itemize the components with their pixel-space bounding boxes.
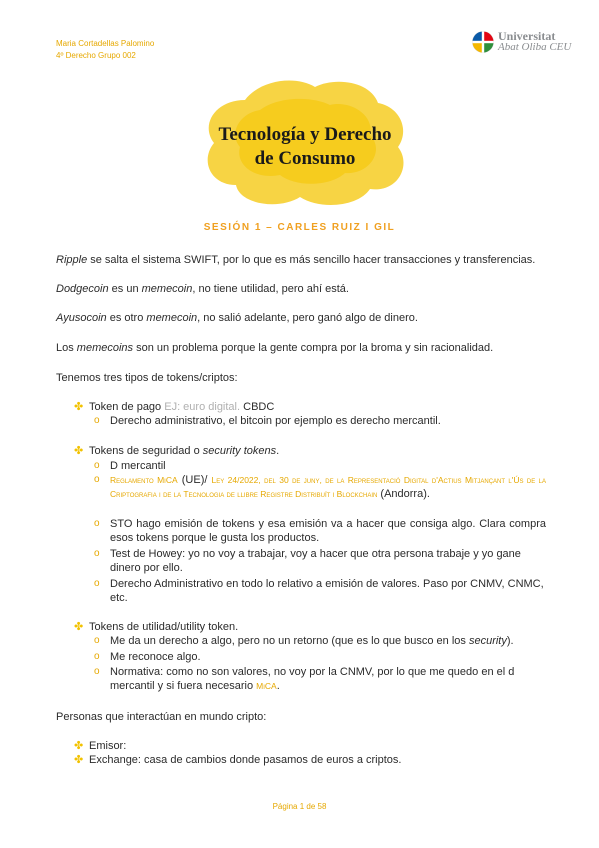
- utilidad-sub1-pre: Me da un derecho a algo, pero no un retorno (que es lo que busco en los: [110, 635, 469, 647]
- sub-item-utilidad-3: [94, 665, 546, 693]
- paragraph-ripple: [56, 253, 535, 267]
- ayuso-text: , no salió adelante, pero ganó algo de dinero.: [197, 312, 418, 324]
- university-name-line2: Abat Oliba CEU: [498, 41, 572, 53]
- list-item-emisor: [74, 739, 126, 753]
- exchange-label: Exchange: casa de cambios donde pasamos de euros a criptos.: [89, 754, 402, 766]
- sub-item-text: Test de Howey: yo no voy a trabajar, voy a hacer que otra persona trabaje y yo gane dinero por ello.: [110, 548, 521, 574]
- token-seguridad-post: .: [276, 445, 280, 457]
- token-pago-example: EJ: euro digital.: [164, 401, 241, 413]
- circle-bullet-icon: o: [94, 635, 100, 646]
- sub-item-text: Derecho administrativo, el bitcoin por ejemplo es derecho mercantil.: [110, 415, 441, 427]
- title-line2: de Consumo: [254, 148, 356, 169]
- page-footer: Página 1 de 58: [272, 802, 327, 811]
- term-memecoin: memecoin: [141, 283, 193, 295]
- star-bullet-icon: ✤: [74, 740, 84, 752]
- paragraph-types: Tenemos tres tipos de tokens/criptos:: [56, 372, 238, 384]
- circle-bullet-icon: o: [94, 518, 100, 529]
- sub-item-utilidad-1: [94, 634, 546, 648]
- utilidad-sub3-pre: Normativa: como no son valores, no voy por la CNMV, por lo que me quedo en el d mercantil y si fuera necesario: [110, 666, 515, 692]
- list-item-token-seguridad: [74, 444, 279, 458]
- token-seguridad-label: Tokens de seguridad o: [89, 445, 203, 457]
- link-mica[interactable]: MiCA: [256, 681, 277, 691]
- utilidad-sub3-post: .: [276, 680, 280, 692]
- author-name: Maria Cortadellas Palomino: [56, 39, 155, 48]
- star-bullet-icon: ✤: [74, 754, 84, 766]
- paragraph-memecoins: [56, 341, 493, 355]
- sub2-ue: (UE)/: [177, 474, 212, 486]
- sub-item-text: D mercantil: [110, 460, 166, 472]
- sub2-post: (Andorra).: [377, 488, 430, 500]
- ayuso-mid: es otro: [106, 312, 147, 324]
- university-crest-icon: [472, 30, 494, 54]
- sub-item-text: Me reconoce algo.: [110, 651, 201, 663]
- paragraph-people: Personas que interactúan en mundo cripto:: [56, 711, 267, 723]
- term-dodgecoin: Dodgecoin: [56, 283, 109, 295]
- paragraph-dodgecoin: [56, 282, 349, 296]
- star-bullet-icon: ✤: [74, 401, 84, 413]
- sub-item-text: Derecho Administrativo en todo lo relativo a emisión de valores. Paso por CNMV, CNMC, etc.: [110, 578, 544, 604]
- dodge-text: , no tiene utilidad, pero ahí está.: [192, 283, 349, 295]
- circle-bullet-icon: o: [94, 666, 100, 677]
- sub-item-seguridad-1: [94, 459, 546, 473]
- paragraph-ayusocoin: [56, 311, 418, 325]
- dodge-mid: es un: [108, 283, 142, 295]
- circle-bullet-icon: o: [94, 415, 100, 426]
- term-ayusocoin: Ayusocoin: [56, 312, 107, 324]
- star-bullet-icon: ✤: [74, 621, 84, 633]
- author-group: 4º Derecho Grupo 002: [56, 51, 136, 60]
- circle-bullet-icon: o: [94, 474, 100, 485]
- sub-item-seguridad-3: [94, 517, 546, 545]
- link-reglamento-mica[interactable]: Reglamento MiCA: [110, 475, 178, 485]
- sub-item-seguridad-2: [94, 473, 546, 501]
- term-ripple: Ripple: [56, 254, 88, 266]
- utilidad-sub1-post: ).: [506, 635, 514, 647]
- token-pago-cbdc: CBDC: [240, 401, 275, 413]
- university-name-line1: Universitat: [498, 29, 556, 43]
- sub-item-pago-1: [94, 414, 546, 428]
- term-memecoins: memecoins: [76, 342, 134, 354]
- memes-text: son un problema porque la gente compra por la broma y sin racionalidad.: [133, 342, 494, 354]
- circle-bullet-icon: o: [94, 460, 100, 471]
- author-block: [56, 38, 154, 62]
- term-security: security: [468, 635, 507, 647]
- title-line1: Tecnología y Derecho: [218, 124, 392, 145]
- circle-bullet-icon: o: [94, 651, 100, 662]
- term-memecoin-2: memecoin: [146, 312, 198, 324]
- token-pago-label: Token de pago: [89, 401, 165, 413]
- circle-bullet-icon: o: [94, 548, 100, 559]
- document-title: [200, 123, 410, 171]
- university-logo: [472, 30, 571, 54]
- token-utilidad-label: Tokens de utilidad/utility token.: [89, 621, 239, 633]
- list-item-token-utilidad: [74, 620, 238, 634]
- term-security-tokens: security tokens: [202, 445, 277, 457]
- list-item-token-pago: [74, 400, 274, 414]
- star-bullet-icon: ✤: [74, 445, 84, 457]
- session-heading: SESIÓN 1 – CARLES RUIZ I GIL: [203, 222, 396, 233]
- sub-item-text: STO hago emisión de tokens y esa emisión va a hacer que consiga algo. Clara compra esos tokens porque le gusta los productos.: [110, 518, 546, 544]
- link-ley-andorra[interactable]: Ley 24/2022, del 30 de juny, de la Representació Digital d'Actius Mitjançant l'Ús de la Criptografia i de la Tecnologia de llibre Registre Distribuït i Blockchain: [110, 475, 546, 499]
- emisor-label: Emisor:: [89, 740, 127, 752]
- sub-item-seguridad-4: [94, 547, 546, 575]
- ripple-text: se salta el sistema SWIFT, por lo que es más sencillo hacer transacciones y transferencias.: [87, 254, 536, 266]
- sub-item-utilidad-2: [94, 650, 546, 664]
- circle-bullet-icon: o: [94, 578, 100, 589]
- memes-pre: Los: [56, 342, 77, 354]
- list-item-exchange: [74, 753, 401, 767]
- sub-item-seguridad-5: [94, 577, 546, 605]
